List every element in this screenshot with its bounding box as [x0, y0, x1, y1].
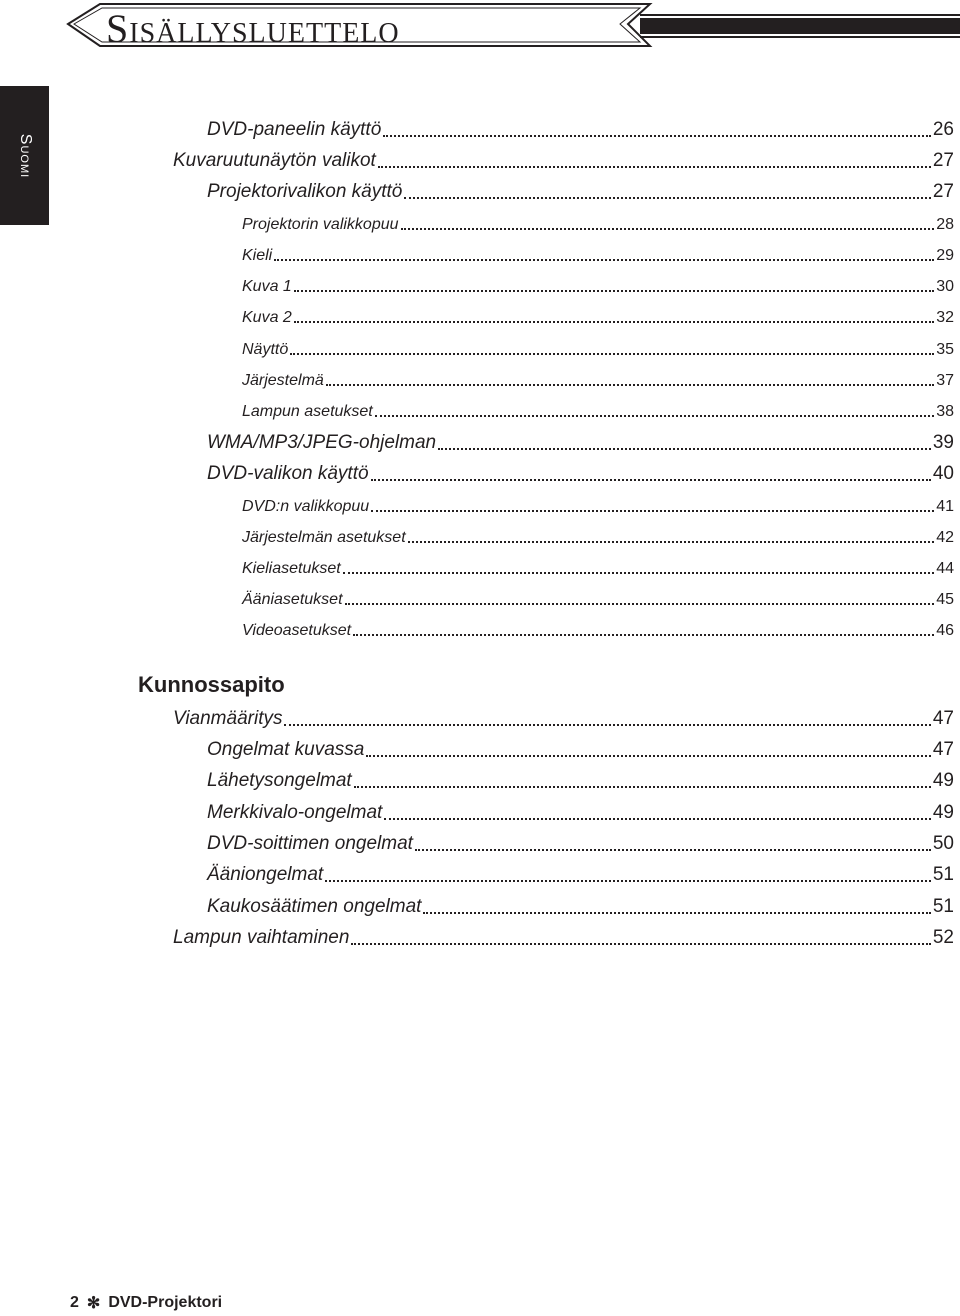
toc-entry[interactable] [207, 739, 954, 761]
toc-entry[interactable] [207, 802, 954, 824]
toc-entry-page: 49 [932, 770, 954, 791]
toc-entry[interactable] [242, 372, 954, 390]
toc-entry-label: Kuva 1 [242, 278, 292, 295]
toc-entry-label: Ongelmat kuvassa [207, 739, 365, 760]
footer-page-number: 2 [70, 1294, 79, 1311]
toc-leader [284, 724, 930, 726]
toc-entry-page: 30 [936, 278, 954, 295]
toc-entry[interactable] [207, 463, 954, 485]
toc-entry-page: 45 [936, 591, 954, 608]
language-tab-label: Suomi [16, 133, 34, 178]
toc-leader [294, 290, 934, 292]
toc-leader [343, 572, 934, 574]
toc-leader [408, 541, 935, 543]
toc-leader [353, 634, 934, 636]
toc-leader [354, 786, 931, 788]
toc-entry-page: 38 [936, 403, 954, 420]
language-tab [0, 86, 49, 225]
toc-entry-label: Projektorin valikkopuu [242, 216, 399, 233]
toc-entry-page: 35 [936, 341, 954, 358]
toc-entry[interactable] [242, 403, 954, 421]
page-title: Sisällysluettelo [106, 6, 400, 51]
toc-entry-page: 52 [932, 927, 954, 948]
toc-leader [326, 384, 934, 386]
toc-entry-page: 40 [932, 463, 954, 484]
toc-entry[interactable] [173, 927, 954, 949]
toc-entry-page: 41 [936, 498, 954, 515]
toc-leader [294, 321, 934, 323]
toc-entry[interactable] [207, 896, 954, 918]
toc-entry-page: 42 [936, 529, 954, 546]
toc-leader [383, 135, 931, 137]
toc-entry-label: Lähetysongelmat [207, 770, 352, 791]
toc-leader [415, 849, 931, 851]
toc-entry-page: 28 [936, 216, 954, 233]
toc-leader [325, 880, 931, 882]
toc-leader [351, 943, 930, 945]
toc-entry-label: WMA/MP3/JPEG-ohjelman [207, 432, 437, 453]
toc-entry-label: Videoasetukset [242, 622, 352, 639]
toc-entry[interactable] [242, 216, 954, 234]
toc-entry-label: Vianmääritys [173, 708, 283, 729]
toc-entry-label: Kieliasetukset [242, 560, 341, 577]
toc-entry[interactable] [242, 309, 954, 327]
toc-entry[interactable] [242, 247, 954, 265]
toc-entry-page: 49 [932, 802, 954, 823]
toc-leader [290, 353, 934, 355]
toc-leader [274, 259, 934, 261]
toc-entry-label: Projektorivalikon käyttö [207, 181, 403, 202]
toc-entry[interactable] [207, 833, 954, 855]
toc-entry[interactable] [242, 498, 954, 516]
toc-entry-label: DVD-valikon käyttö [207, 463, 369, 484]
toc-leader [371, 510, 934, 512]
toc-entry[interactable] [242, 591, 954, 609]
toc-entry-page: 47 [932, 708, 954, 729]
toc-entry-label: Kieli [242, 247, 273, 264]
toc-leader [438, 448, 931, 450]
toc-entry[interactable] [242, 622, 954, 640]
toc-entry-page: 51 [932, 896, 954, 917]
toc-entry-label: DVD-paneelin käyttö [207, 119, 382, 140]
toc-entry[interactable] [207, 119, 954, 141]
asterisk-separator-icon: ✻ [86, 1295, 101, 1312]
toc-entry-page: 39 [932, 432, 954, 453]
toc-entry[interactable] [207, 770, 954, 792]
toc-entry-page: 29 [936, 247, 954, 264]
toc-leader [378, 166, 931, 168]
toc-leader [423, 912, 930, 914]
toc-entry-page: 46 [936, 622, 954, 639]
toc-leader [384, 818, 931, 820]
toc-entry-page: 27 [932, 181, 954, 202]
toc-leader [404, 197, 930, 199]
toc-entry-page: 51 [932, 864, 954, 885]
toc-leader [345, 603, 935, 605]
toc-entry[interactable] [207, 432, 954, 454]
toc-entry-page: 26 [932, 119, 954, 140]
toc-entry-page: 44 [936, 560, 954, 577]
toc-entry-label: Lampun asetukset [242, 403, 373, 420]
toc-entry[interactable] [242, 278, 954, 296]
toc-entry-label: DVD-soittimen ongelmat [207, 833, 413, 854]
section-heading: Kunnossapito [138, 672, 285, 697]
toc-entry-label: Kaukosäätimen ongelmat [207, 896, 422, 917]
page-footer [70, 1293, 222, 1313]
toc-entry[interactable] [207, 181, 954, 203]
toc-entry[interactable] [242, 529, 954, 547]
toc-entry-label: Kuvaruutunäytön valikot [173, 150, 376, 171]
toc-entry[interactable] [242, 560, 954, 578]
toc-entry-label: Järjestelmän asetukset [242, 529, 406, 546]
toc-entry-label: Kuva 2 [242, 309, 292, 326]
toc-leader [375, 415, 934, 417]
toc-entry-label: Ääniasetukset [242, 591, 343, 608]
footer-product-name: DVD-Projektori [108, 1294, 223, 1311]
toc-entry[interactable] [242, 341, 954, 359]
toc-entry[interactable] [207, 864, 954, 886]
toc-entry-label: Ääniongelmat [207, 864, 324, 885]
toc-entry-label: DVD:n valikkopuu [242, 498, 370, 515]
toc-entry[interactable] [173, 150, 954, 172]
toc-entry-label: Lampun vaihtaminen [173, 927, 350, 948]
toc-entry-label: Näyttö [242, 341, 289, 358]
toc-entry-page: 37 [936, 372, 954, 389]
title-banner [0, 0, 960, 58]
toc-entry-page: 27 [932, 150, 954, 171]
toc-entry-label: Merkkivalo-ongelmat [207, 802, 383, 823]
toc-entry-page: 47 [932, 739, 954, 760]
toc-leader [366, 755, 931, 757]
toc-entry-page: 32 [936, 309, 954, 326]
toc-entry[interactable] [173, 708, 954, 730]
toc-entry-page: 50 [932, 833, 954, 854]
toc-entry-label: Järjestelmä [242, 372, 324, 389]
toc-leader [371, 479, 931, 481]
toc-leader [401, 228, 935, 230]
